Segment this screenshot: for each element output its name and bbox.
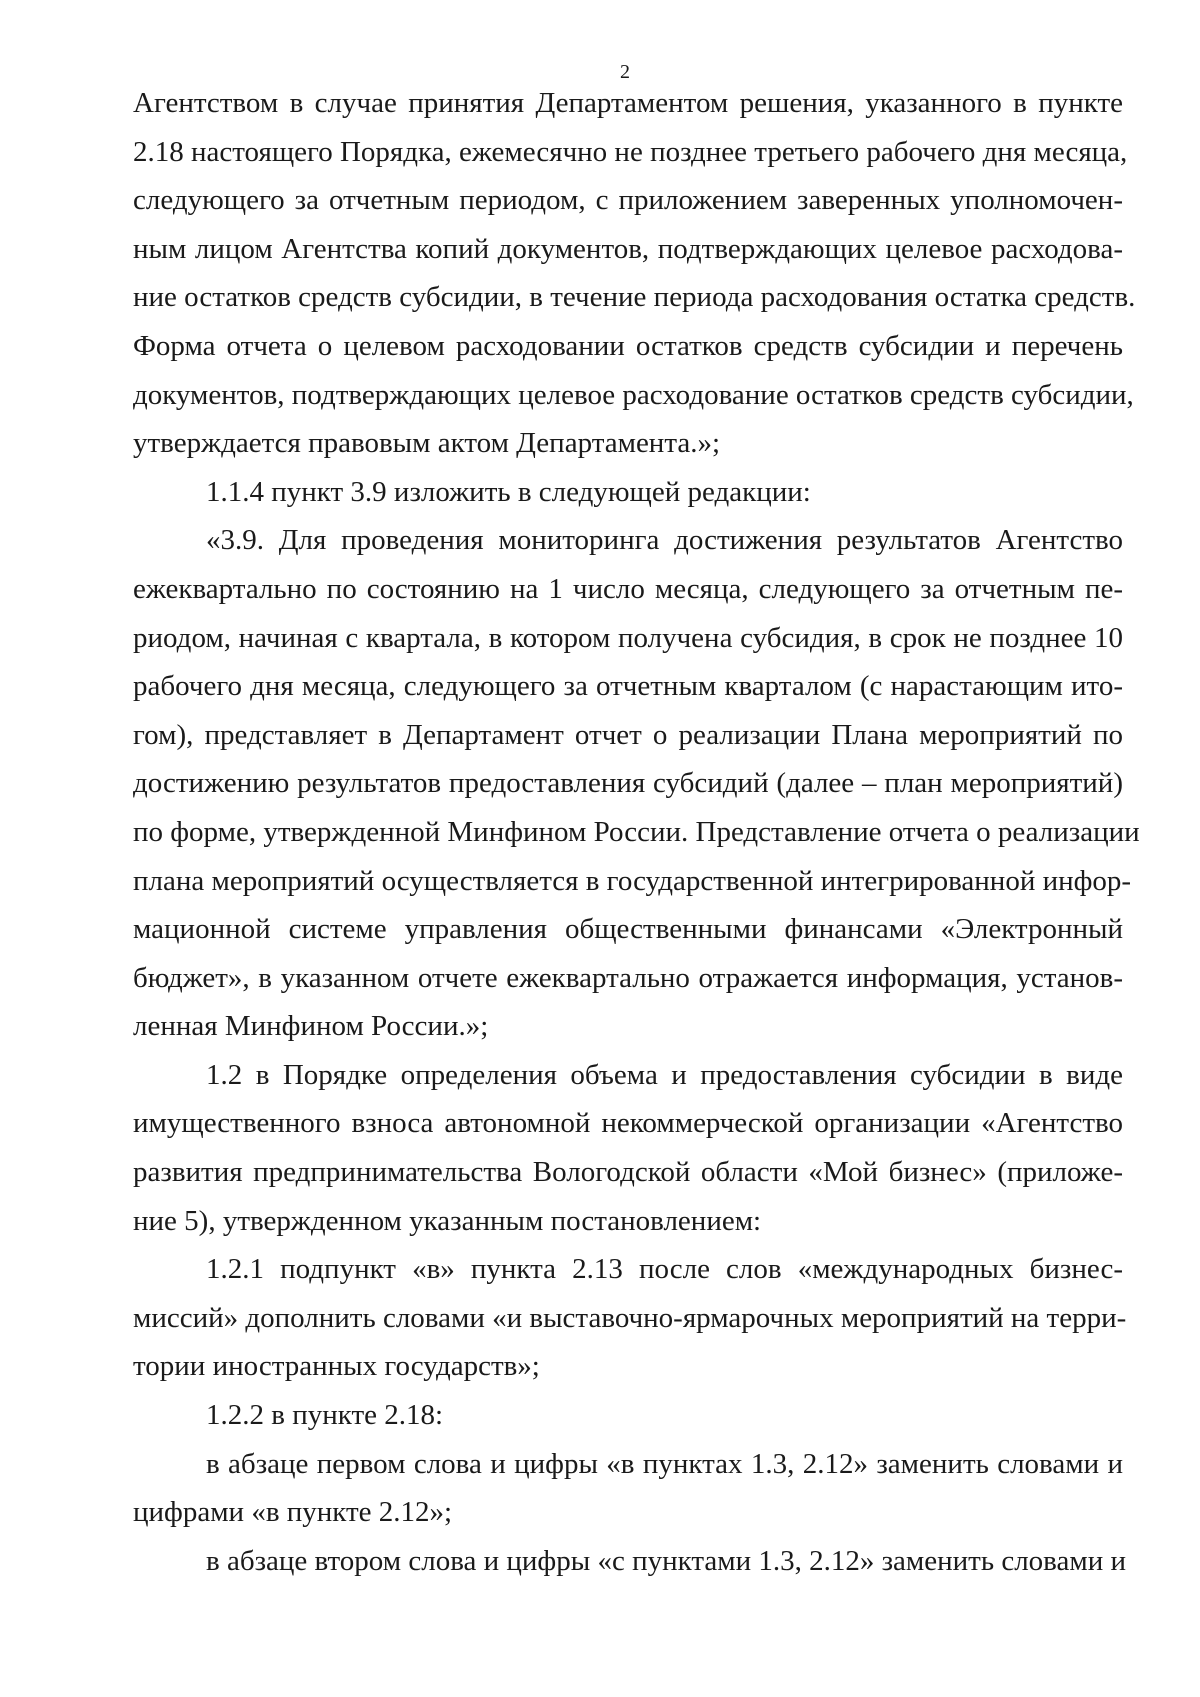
text-line: тории иностранных государств»;	[133, 1350, 540, 1383]
text-line: ным лицом Агентства копий документов, подтверждающих целевое расходова-	[133, 232, 1123, 265]
text-line: 1.2.1 подпункт «в» пункта 2.13 после слов «международных бизнес-	[206, 1253, 1123, 1286]
text-line: мационной системе управления общественными финансами «Электронный	[133, 913, 1123, 946]
text-line: 1.2.2 в пункте 2.18:	[206, 1399, 444, 1432]
text-line: миссий» дополнить словами «и выставочно-ярмарочных мероприятий на терри-	[133, 1301, 1127, 1334]
text-line: следующего за отчетным периодом, с приложением заверенных уполномочен-	[133, 184, 1123, 217]
text-line: гом), представляет в Департамент отчет о реализации Плана мероприятий по	[133, 718, 1123, 751]
text-line: 2.18 настоящего Порядка, ежемесячно не позднее третьего рабочего дня месяца,	[133, 135, 1128, 168]
text-line: ленная Минфином России.»;	[133, 1010, 489, 1043]
text-line: Агентством в случае принятия Департаментом решения, указанного в пункте	[133, 87, 1123, 119]
text-line: плана мероприятий осуществляется в государственной интегрированной инфор-	[133, 864, 1132, 897]
text-line: утверждается правовым актом Департамента.»;	[133, 427, 721, 460]
text-line: в абзаце втором слова и цифры «с пунктами 1.3, 2.12» заменить словами и	[206, 1544, 1126, 1577]
text-line: бюджет», в указанном отчете ежеквартально отражается информация, установ-	[133, 961, 1123, 994]
text-line: достижению результатов предоставления субсидий (далее – план мероприятий)	[133, 767, 1123, 800]
text-line: ежеквартально по состоянию на 1 число месяца, следующего за отчетным пе-	[133, 572, 1123, 605]
text-line: риодом, начиная с квартала, в котором получена субсидия, в срок не позднее 10	[133, 621, 1123, 654]
page-number: 2	[620, 61, 630, 83]
text-line: ние 5), утвержденном указанным постановлением:	[133, 1204, 762, 1237]
text-line: ние остатков средств субсидии, в течение периода расходования остатка средств.	[133, 281, 1136, 314]
text-line: 1.2 в Порядке определения объема и предоставления субсидии в виде	[206, 1058, 1123, 1091]
text-line: рабочего дня месяца, следующего за отчетным кварталом (с нарастающим ито-	[133, 670, 1123, 703]
text-line: 1.1.4 пункт 3.9 изложить в следующей редакции:	[206, 475, 811, 508]
text-line: «3.9. Для проведения мониторинга достижения результатов Агентство	[206, 524, 1123, 557]
document-body	[133, 79, 1140, 1585]
text-line: в абзаце первом слова и цифры «в пунктах 1.3, 2.12» заменить словами и	[206, 1447, 1123, 1480]
text-line: документов, подтверждающих целевое расходование остатков средств субсидии,	[133, 378, 1134, 411]
text-line: цифрами «в пункте 2.12»;	[133, 1496, 453, 1529]
text-line: имущественного взноса автономной некоммерческой организации «Агентство	[133, 1107, 1123, 1140]
text-line: Форма отчета о целевом расходовании остатков средств субсидии и перечень	[133, 329, 1123, 362]
text-line: развития предпринимательства Вологодской области «Мой бизнес» (приложе-	[133, 1156, 1123, 1189]
text-line: по форме, утвержденной Минфином России. Представление отчета о реализации	[133, 815, 1140, 848]
